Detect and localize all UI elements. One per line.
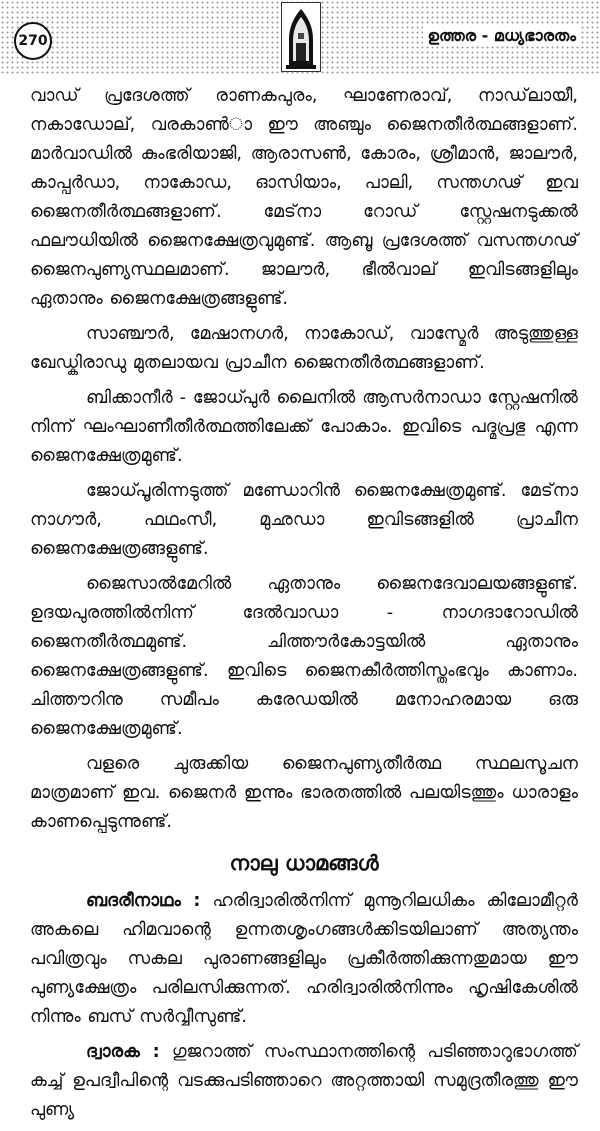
body-paragraph: ജോധ്പൂരിന്നടുത്ത് മണ്ഡോറിൻ ജൈനക്ഷേത്രമുണ്ട്. മേട്‌നാ നാഗൗർ, ഫഥംസീ, മുഛഡാ ഇവിടങ്ങളിൽ പ്രാചീന ജൈനക്ഷേത്രങ്ങളുണ്ട്. — [30, 481, 578, 559]
body-paragraph: ജൈസാൽമേറിൽ ഏതാനും ജൈനദേവാലയങ്ങളുണ്ട്. ഉദയപുരത്തിൽനിന്ന് ദേൽവാഡാ - നാഗദാറോഡിൽ ജൈനതീർത്ഥമുണ്ട്. ചിത്തൗർകോട്ടയിൽ ഏതാനും ജൈനക്ഷേത്രങ്ങളുണ്ട്. ഇവിടെ ജൈനകീർത്തിസ്തംഭവും കാണാം. ചിത്തൗറിനു സമീപം കരേഡയിൽ മനോഹരമായ ഒരു ജൈനക്ഷേത്രമുണ്ട്. — [30, 574, 578, 739]
section-entry — [30, 887, 578, 1032]
entry-text: ഹരിദ്വാരിൽനിന്ന് മുന്നൂറിലധികം കിലോമീറ്റർ അകലെ ഹിമവാന്റെ ഉന്നതശൃംഗങ്ങൾക്കിടയിലാണ് അത്യന്തം പവിത്രവും സകല പുരാണങ്ങളിലും പ്രകീർത്തിക്കുന്നതുമായ ഈ പുണ്യക്ഷേത്രം പരിലസിക്കുന്നത്. ഹരിദ്വാരിൽനിന്നും ഹൃഷികേശിൽ നിന്നും ബസ് സർവ്വീസുണ്ട്. — [30, 891, 578, 1027]
page-body — [30, 82, 578, 1131]
section-entry — [30, 1038, 578, 1125]
page-number: 270 — [14, 22, 52, 60]
body-paragraph: ബിക്കാനീർ - ജോധ്പുർ ലൈനിൽ ആസർനാഡാ സ്റ്റേഷനിൽ നിന്ന് ഘംഘാണീതീർത്ഥത്തിലേക്ക് പോകാം. ഇവിടെ പദ്മപ്രഭു എന്ന ജൈനക്ഷേത്രമുണ്ട്. — [30, 388, 578, 466]
entry-term: ബദരീനാഥം : — [86, 891, 201, 911]
temple-emblem-icon — [281, 2, 321, 72]
section-heading: നാലു ധാമങ്ങൾ — [229, 851, 379, 875]
body-paragraph: സാഞ്ചൗർ, മേഷാനഗർ, നാകോഡ്, വാസ്മേർ അടുത്തുള്ള ഖേഡ്കിരാഡു മുതലായവ പ്രാചീന ജൈനതീർത്ഥങ്ങളാണ്. — [30, 324, 578, 373]
running-title: ഉത്തര - മധ്യഭാരതം — [423, 26, 580, 46]
entry-text: ഗുജറാത്ത് സംസ്ഥാനത്തിന്റെ പടിഞ്ഞാറുഭാഗത്ത് കച്ച് ഉപദ്വീപിന്റെ വടക്കുപടിഞ്ഞാറെ അറ്റത്തായി സമുദ്രതീരത്തു ഈ പുണ്യ — [30, 1042, 578, 1120]
body-paragraph: വാഡ് പ്രദേശത്ത് രാണകപുരം, ഘാണേരാവ്, നാഡ്‌ലായീ, നകാഡോല്, വരകാണ്‍ാ ഈ അഞ്ചും ജൈനതീർത്ഥങ്ങളാണ്. മാർവാഡിൽ കുംഭരിയാജി, ആരാസൺ, കോരം, ശ്രീമാൻ, ജാലൗർ, കാപ്പർഡാ, നാകോഡ, ഓസിയാം, പാലി, സന്തഗഢ് ഇവ ജൈനതീർത്ഥങ്ങളാണ്. മേട്‌നാ റോഡ് സ്റ്റേഷനടുക്കൽ ഫലൗധിയിൽ ജൈനക്ഷേത്രവുമുണ്ട്. ആബൂ പ്രദേശത്ത് വസന്തഗഢ് ജൈനപുണ്യസ്ഥലമാണ്. ജാലൗർ, ഭീൽവാല് ഇവിടങ്ങളിലും ഏതാനും ജൈനക്ഷേത്രങ്ങളുണ്ട്. — [30, 86, 578, 309]
entry-term: ദ്വാരക : — [86, 1042, 160, 1062]
body-paragraph: വളരെ ചുരുക്കിയ ജൈനപുണ്യതീർത്ഥ സ്ഥലസൂചന മാത്രമാണ് ഇവ. ജൈനർ ഇന്നും ഭാരതത്തിൽ പലയിടത്തും ധാരാളം കാണപ്പെടുന്നുണ്ട്. — [30, 754, 578, 832]
page-header — [0, 0, 600, 76]
